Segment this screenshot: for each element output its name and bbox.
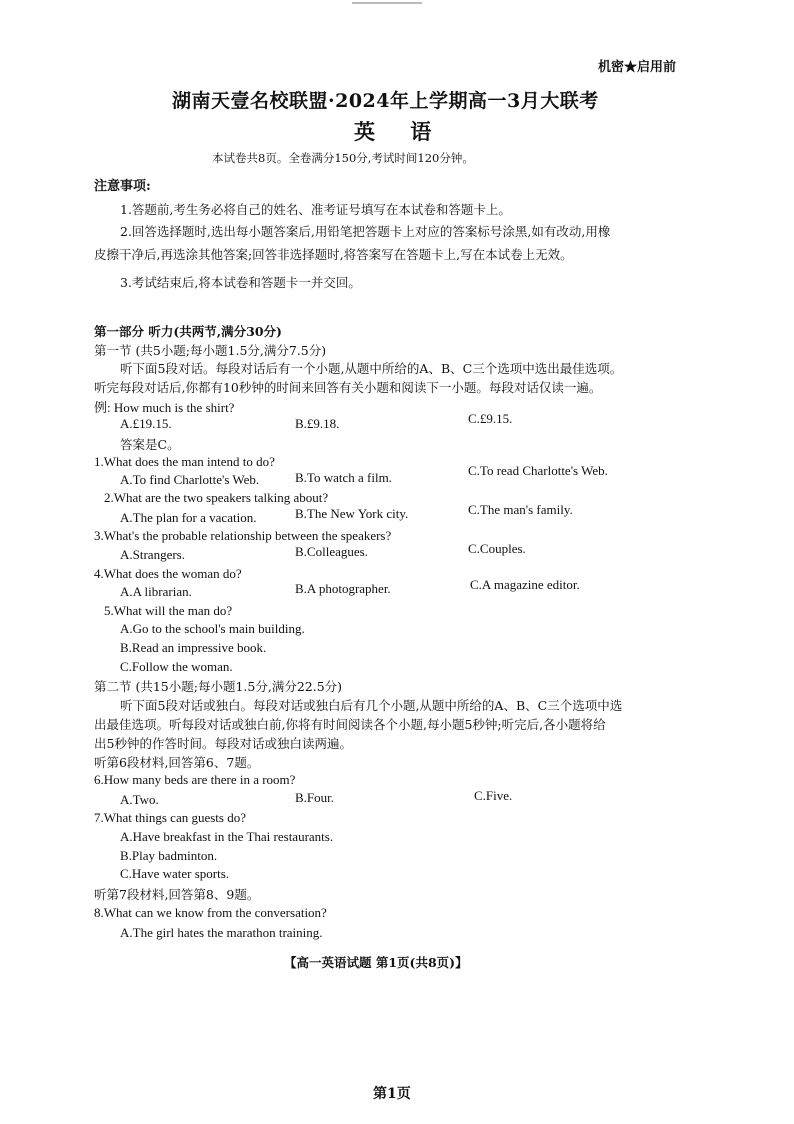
question-1: 1.What does the man intend to do? — [94, 454, 275, 469]
question-7: 7.What things can guests do? — [94, 810, 246, 825]
q5-option-b: B.Read an impressive book. — [120, 640, 267, 655]
subject-title: 英 语 — [354, 119, 446, 144]
example-option-c: C.£9.15. — [468, 411, 513, 426]
page-number: 第1页 — [373, 1086, 411, 1102]
q2-option-b: B.The New York city. — [295, 506, 409, 521]
example-option-b: B.£9.18. — [295, 416, 340, 431]
question-6: 6.How many beds are there in a room? — [94, 772, 296, 787]
q4-option-b: B.A photographer. — [295, 581, 391, 596]
q6-option-b: B.Four. — [295, 790, 335, 805]
example-answer: 答案是C。 — [120, 437, 180, 452]
note-2-line1: 2.回答选择题时,选出每小题答案后,用铅笔把答题卡上对应的答案标号涂黑,如有改动,用橡 — [120, 224, 611, 239]
exam-info: 本试卷共8页。全卷满分150分,考试时间120分钟。 — [212, 151, 474, 165]
section1-intro-line2: 听完每段对话后,你都有10秒钟的时间来回答有关小题和阅读下一小题。每段对话仅读一遍。 — [94, 380, 602, 395]
note-2-line2: 皮擦干净后,再选涂其他答案;回答非选择题时,将答案写在答题卡上,写在本试卷上无效。 — [94, 247, 573, 262]
section2-intro-line3: 出5秒钟的作答时间。每段对话或独白读两遍。 — [94, 736, 352, 751]
q1-option-c: C.To read Charlotte's Web. — [468, 463, 608, 478]
part1-heading: 第一部分 听力(共两节,满分30分) — [94, 324, 282, 339]
confidential-label: 机密★启用前 — [598, 60, 677, 75]
question-2: 2.What are the two speakers talking about? — [104, 490, 329, 505]
question-8: 8.What can we know from the conversation? — [94, 905, 327, 920]
q7-option-c: C.Have water sports. — [120, 866, 230, 881]
q7-option-b: B.Play badminton. — [120, 848, 218, 863]
q5-option-c: C.Follow the woman. — [120, 659, 233, 674]
example-question: 例: How much is the shirt? — [94, 400, 235, 415]
page-footer: 【高一英语试题 第1页(共8页)】 — [284, 955, 468, 970]
q7-option-a: A.Have breakfast in the Thai restaurants. — [120, 829, 334, 844]
scan-mark — [352, 2, 422, 4]
q3-option-b: B.Colleagues. — [295, 544, 368, 559]
question-4: 4.What does the woman do? — [94, 566, 242, 581]
q4-option-c: C.A magazine editor. — [470, 577, 580, 592]
section1-intro-line1: 听下面5段对话。每段对话后有一个小题,从题中所给的A、B、C三个选项中选出最佳选项。 — [120, 361, 623, 376]
q4-option-a: A.A librarian. — [120, 584, 192, 599]
section1-heading: 第一节 (共5小题;每小题1.5分,满分7.5分) — [94, 343, 327, 358]
section2-intro-line1: 听下面5段对话或独白。每段对话或独白后有几个小题,从题中所给的A、B、C三个选项中选 — [120, 698, 623, 713]
q3-option-c: C.Couples. — [468, 541, 526, 556]
q5-option-a: A.Go to the school's main building. — [120, 621, 305, 636]
example-option-a: A.£19.15. — [120, 416, 172, 431]
question-3: 3.What's the probable relationship between the speakers? — [94, 528, 392, 543]
q2-option-a: A.The plan for a vacation. — [120, 510, 257, 525]
note-1: 1.答题前,考生务必将自己的姓名、准考证号填写在本试卷和答题卡上。 — [120, 202, 511, 217]
note-3: 3.考试结束后,将本试卷和答题卡一并交回。 — [120, 275, 361, 290]
material-7-label: 听第7段材料,回答第8、9题。 — [94, 887, 260, 902]
exam-title: 湖南天壹名校联盟·2024年上学期高一3月大联考 — [172, 90, 599, 112]
section2-intro-line2: 出最佳选项。听每段对话或独白前,你将有时间阅读各个小题,每小题5秒钟;听完后,各小题将给 — [94, 717, 606, 732]
q6-option-a: A.Two. — [120, 792, 159, 807]
q8-option-a: A.The girl hates the marathon training. — [120, 925, 323, 940]
question-5: 5.What will the man do? — [104, 603, 233, 618]
material-6-label: 听第6段材料,回答第6、7题。 — [94, 755, 260, 770]
section2-heading: 第二节 (共15小题;每小题1.5分,满分22.5分) — [94, 679, 343, 694]
q6-option-c: C.Five. — [474, 788, 513, 803]
q2-option-c: C.The man's family. — [468, 502, 573, 517]
q1-option-a: A.To find Charlotte's Web. — [120, 472, 260, 487]
q3-option-a: A.Strangers. — [120, 547, 185, 562]
notes-heading: 注意事项: — [94, 179, 151, 194]
q1-option-b: B.To watch a film. — [295, 470, 392, 485]
